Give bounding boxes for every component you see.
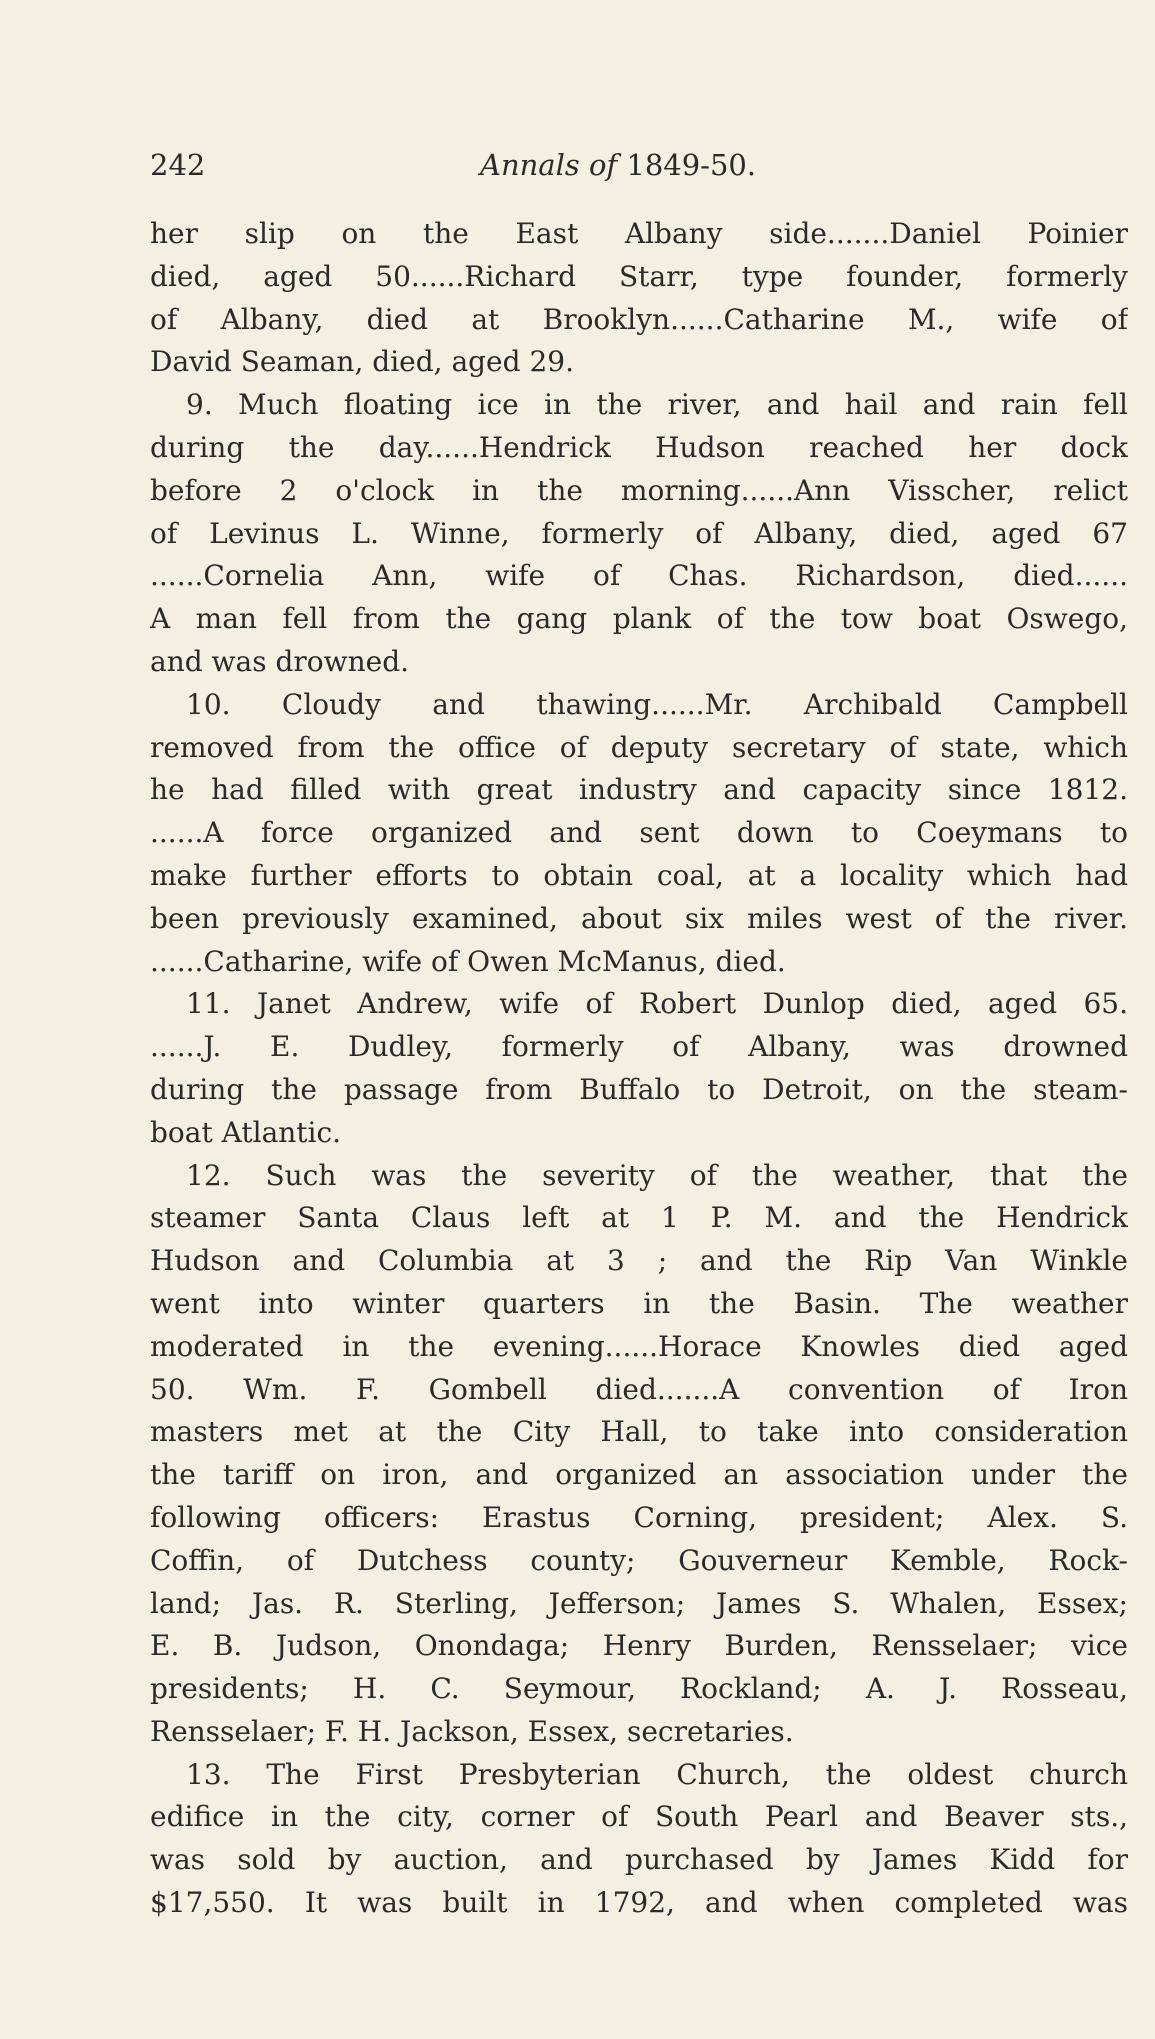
text-line: masters met at the City Hall, to take into consideration: [150, 1415, 1128, 1449]
text-line: during the passage from Buffalo to Detroit, on the steam-: [150, 1072, 1128, 1106]
text-line: he had filled with great industry and capacity since 1812.: [150, 773, 1128, 807]
text-line: was sold by auction, and purchased by James Kidd for: [150, 1843, 1128, 1877]
running-head-year: 1849-50.: [617, 148, 757, 182]
text-line: Coffin, of Dutchess county; Gouverneur Kemble, Rock-: [150, 1543, 1128, 1577]
text-line: steamer Santa Claus left at 1 P. M. and the Hendrick: [150, 1201, 1128, 1235]
text-line: $17,550. It was built in 1792, and when completed was: [150, 1886, 1128, 1920]
text-line: 12. Such was the severity of the weather, that the: [186, 1158, 1128, 1192]
text-line: A man fell from the gang plank of the tow boat Oswego,: [150, 602, 1128, 636]
text-line: the tariff on iron, and organized an association under the: [150, 1458, 1128, 1492]
text-line: ......Catharine, wife of Owen McManus, died.: [150, 944, 786, 978]
text-line: Rensselaer; F. H. Jackson, Essex, secretaries.: [150, 1714, 794, 1748]
text-line: of Albany, died at Brooklyn......Catharine M., wife of: [150, 302, 1128, 336]
text-line: land; Jas. R. Sterling, Jefferson; James S. Whalen, Essex;: [150, 1586, 1128, 1620]
text-line: following officers: Erastus Corning, president; Alex. S.: [150, 1500, 1128, 1534]
text-line: presidents; H. C. Seymour, Rockland; A. J. Rosseau,: [150, 1672, 1128, 1706]
text-line: boat Atlantic.: [150, 1115, 342, 1149]
text-line: been previously examined, about six miles west of the river.: [150, 901, 1128, 935]
text-line: 10. Cloudy and thawing......Mr. Archibald Campbell: [186, 687, 1128, 721]
text-line: her slip on the East Albany side.......Daniel Poinier: [150, 217, 1128, 250]
text-line: 50. Wm. F. Gombell died.......A convention of Iron: [150, 1372, 1128, 1406]
text-line: moderated in the evening......Horace Knowles died aged: [150, 1329, 1128, 1363]
text-line: edifice in the city, corner of South Pearl and Beaver sts.,: [150, 1800, 1128, 1834]
running-head: [480, 143, 756, 188]
text-line: Hudson and Columbia at 3 ; and the Rip Van Winkle: [150, 1244, 1128, 1278]
text-line: ......A force organized and sent down to Coeymans to: [150, 816, 1128, 850]
text-line: removed from the office of deputy secretary of state, which: [150, 730, 1128, 764]
text-line: died, aged 50......Richard Starr, type founder, formerly: [150, 259, 1128, 293]
page-header: [150, 143, 1125, 188]
text-line: and was drowned.: [150, 644, 410, 678]
body-text: [150, 213, 1128, 1925]
text-line: before 2 o'clock in the morning......Ann Visscher, relict: [150, 473, 1128, 507]
text-line: during the day......Hendrick Hudson reached her dock: [150, 430, 1128, 464]
text-line: David Seaman, died, aged 29.: [150, 345, 574, 379]
text-line: 13. The First Presbyterian Church, the oldest church: [186, 1757, 1128, 1791]
text-line: 11. Janet Andrew, wife of Robert Dunlop died, aged 65.: [186, 987, 1128, 1021]
text-line: E. B. Judson, Onondaga; Henry Burden, Rensselaer; vice: [150, 1629, 1128, 1663]
running-head-italic: Annals of: [480, 148, 618, 182]
text-line: went into winter quarters in the Basin. The weather: [150, 1286, 1128, 1320]
text-line: make further efforts to obtain coal, at a locality which had: [150, 858, 1128, 892]
page-number: 242: [150, 148, 206, 182]
text-line: of Levinus L. Winne, formerly of Albany, died, aged 67: [150, 516, 1128, 550]
text-line: ......J. E. Dudley, formerly of Albany, was drowned: [150, 1030, 1128, 1064]
text-line: 9. Much floating ice in the river, and hail and rain fell: [186, 388, 1128, 422]
text-line: ......Cornelia Ann, wife of Chas. Richardson, died......: [150, 559, 1128, 593]
